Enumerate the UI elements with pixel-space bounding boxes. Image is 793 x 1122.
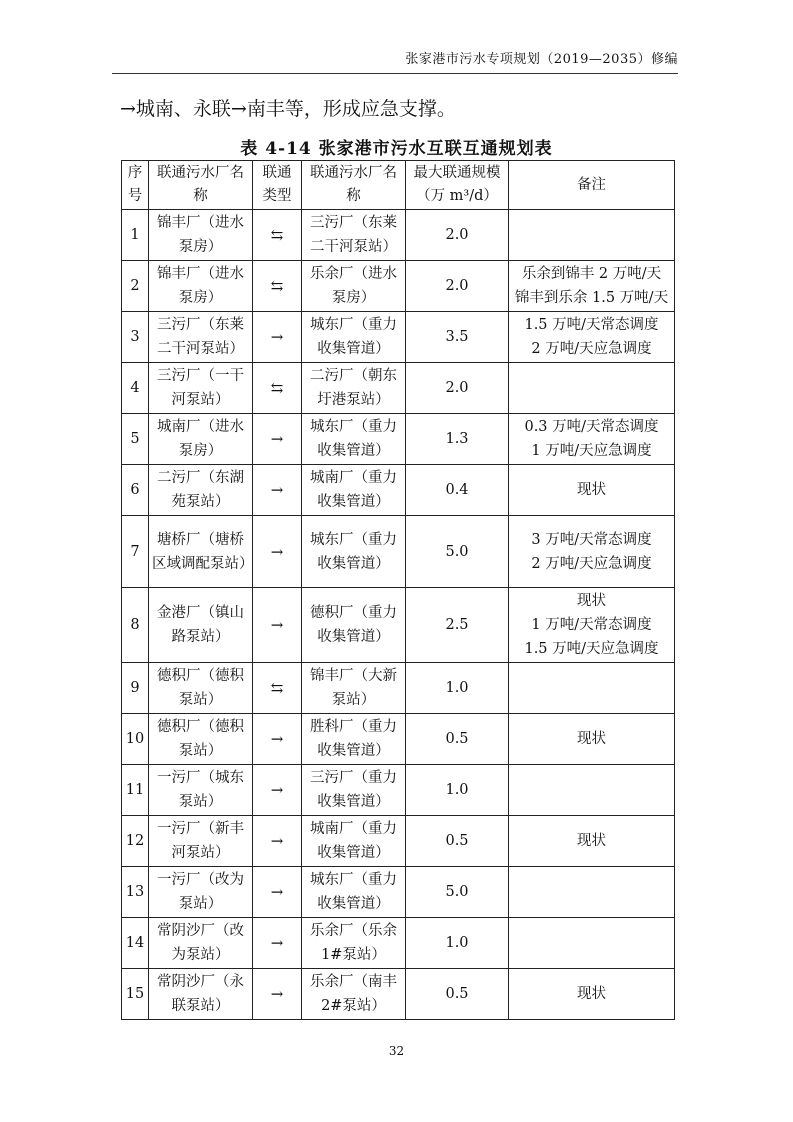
note-cell [509, 867, 675, 918]
plant-a-cell: 三污厂（东莱二干河泵站） [149, 312, 253, 363]
capacity-cell: 5.0 [406, 867, 509, 918]
plant-a-cell: 德积厂（德积泵站） [149, 663, 253, 714]
table-row [122, 918, 675, 969]
header-capacity-label: 最大联通规模 [413, 165, 501, 181]
plant-a-cell: 一污厂（城东泵站） [149, 765, 253, 816]
capacity-cell: 2.5 [406, 588, 509, 663]
row-number-cell: 6 [122, 465, 149, 516]
plant-a-cell: 常阴沙厂（改为泵站） [149, 918, 253, 969]
plant-b-cell: 城东厂（重力收集管道） [302, 516, 406, 588]
link-type-cell: → [253, 465, 302, 516]
plant-b-cell: 乐余厂（南丰2#泵站） [302, 969, 406, 1020]
plant-a-cell: 塘桥厂（塘桥区域调配泵站） [149, 516, 253, 588]
header-capacity [406, 161, 509, 210]
link-type-cell: → [253, 765, 302, 816]
plant-a-cell: 金港厂（镇山路泵站） [149, 588, 253, 663]
plant-b-cell: 三污厂（东莱二干河泵站） [302, 210, 406, 261]
plant-b-cell: 城东厂（重力收集管道） [302, 414, 406, 465]
table-row [122, 363, 675, 414]
plant-a-cell: 锦丰厂（进水泵房） [149, 210, 253, 261]
plant-a-cell: 一污厂（新丰河泵站） [149, 816, 253, 867]
row-number-cell: 14 [122, 918, 149, 969]
table-row [122, 261, 675, 312]
plant-b-cell: 锦丰厂（大新泵站） [302, 663, 406, 714]
note-cell: 现状 [509, 714, 675, 765]
header-no: 序号 [122, 161, 149, 210]
row-number-cell: 11 [122, 765, 149, 816]
running-header: 张家港市污水专项规划（2019—2035）修编 [112, 48, 678, 74]
note-cell [509, 765, 675, 816]
note-cell [509, 918, 675, 969]
note-cell [509, 210, 675, 261]
table-row [122, 312, 675, 363]
note-cell: 现状 [509, 816, 675, 867]
table-row [122, 867, 675, 918]
row-number-cell: 13 [122, 867, 149, 918]
intro-paragraph: →城南、永联→南丰等，形成应急支撑。 [120, 98, 456, 120]
plant-a-cell: 锦丰厂（进水泵房） [149, 261, 253, 312]
note-cell: 3 万吨/天常态调度 2 万吨/天应急调度 [509, 516, 675, 588]
plant-b-cell: 乐余厂（进水泵房） [302, 261, 406, 312]
table-body [122, 210, 675, 1020]
link-type-cell: → [253, 312, 302, 363]
link-type-cell: → [253, 867, 302, 918]
plant-a-cell: 二污厂（东湖苑泵站） [149, 465, 253, 516]
row-number-cell: 8 [122, 588, 149, 663]
link-type-cell: → [253, 516, 302, 588]
capacity-cell: 0.4 [406, 465, 509, 516]
capacity-cell: 2.0 [406, 363, 509, 414]
header-note: 备注 [509, 161, 675, 210]
plant-b-cell: 德积厂（重力收集管道） [302, 588, 406, 663]
interconnection-table [121, 160, 675, 1020]
link-type-cell: → [253, 588, 302, 663]
link-type-cell: → [253, 918, 302, 969]
note-cell: 1.5 万吨/天常态调度 2 万吨/天应急调度 [509, 312, 675, 363]
plant-a-cell: 一污厂（改为泵站） [149, 867, 253, 918]
table-row [122, 969, 675, 1020]
capacity-cell: 0.5 [406, 816, 509, 867]
table-caption: 表 4-14 张家港市污水互联互通规划表 [240, 139, 553, 159]
capacity-cell: 2.0 [406, 261, 509, 312]
note-cell: 现状 [509, 465, 675, 516]
table-row [122, 714, 675, 765]
link-type-cell: → [253, 714, 302, 765]
plant-b-cell: 乐余厂（乐余1#泵站） [302, 918, 406, 969]
table-row [122, 588, 675, 663]
capacity-cell: 5.0 [406, 516, 509, 588]
table-row [122, 465, 675, 516]
plant-b-cell: 城东厂（重力收集管道） [302, 312, 406, 363]
row-number-cell: 10 [122, 714, 149, 765]
header-capacity-unit: （万 m³/d） [416, 188, 498, 204]
capacity-cell: 0.5 [406, 969, 509, 1020]
link-type-cell: ⇆ [253, 261, 302, 312]
capacity-cell: 3.5 [406, 312, 509, 363]
plant-a-cell: 德积厂（德积泵站） [149, 714, 253, 765]
table-row [122, 765, 675, 816]
note-cell: 0.3 万吨/天常态调度 1 万吨/天应急调度 [509, 414, 675, 465]
plant-b-cell: 三污厂（重力收集管道） [302, 765, 406, 816]
row-number-cell: 1 [122, 210, 149, 261]
capacity-cell: 1.0 [406, 663, 509, 714]
plant-a-cell: 三污厂（一干河泵站） [149, 363, 253, 414]
note-cell [509, 363, 675, 414]
link-type-cell: → [253, 969, 302, 1020]
row-number-cell: 7 [122, 516, 149, 588]
table-row [122, 663, 675, 714]
link-type-cell: ⇆ [253, 663, 302, 714]
header-plant-b: 联通污水厂名称 [302, 161, 406, 210]
row-number-cell: 4 [122, 363, 149, 414]
table-row [122, 414, 675, 465]
header-plant-a: 联通污水厂名称 [149, 161, 253, 210]
plant-b-cell: 城南厂（重力收集管道） [302, 816, 406, 867]
row-number-cell: 3 [122, 312, 149, 363]
note-cell: 现状 1 万吨/天常态调度 1.5 万吨/天应急调度 [509, 588, 675, 663]
row-number-cell: 5 [122, 414, 149, 465]
table-row [122, 516, 675, 588]
capacity-cell: 2.0 [406, 210, 509, 261]
plant-b-cell: 胜科厂（重力收集管道） [302, 714, 406, 765]
page-number: 32 [388, 1044, 405, 1058]
plant-a-cell: 城南厂（进水泵房） [149, 414, 253, 465]
note-cell: 乐余到锦丰 2 万吨/天 锦丰到乐余 1.5 万吨/天 [509, 261, 675, 312]
note-cell [509, 663, 675, 714]
link-type-cell: ⇆ [253, 363, 302, 414]
plant-b-cell: 城南厂（重力收集管道） [302, 465, 406, 516]
row-number-cell: 2 [122, 261, 149, 312]
row-number-cell: 12 [122, 816, 149, 867]
note-cell: 现状 [509, 969, 675, 1020]
capacity-cell: 1.3 [406, 414, 509, 465]
table-row [122, 210, 675, 261]
capacity-cell: 1.0 [406, 765, 509, 816]
plant-b-cell: 二污厂（朝东圩港泵站） [302, 363, 406, 414]
capacity-cell: 0.5 [406, 714, 509, 765]
plant-a-cell: 常阴沙厂（永联泵站） [149, 969, 253, 1020]
table-row [122, 816, 675, 867]
link-type-cell: → [253, 816, 302, 867]
row-number-cell: 9 [122, 663, 149, 714]
table-header-row [122, 161, 675, 210]
row-number-cell: 15 [122, 969, 149, 1020]
capacity-cell: 1.0 [406, 918, 509, 969]
header-type: 联通类型 [253, 161, 302, 210]
link-type-cell: → [253, 414, 302, 465]
link-type-cell: ⇆ [253, 210, 302, 261]
plant-b-cell: 城东厂（重力收集管道） [302, 867, 406, 918]
